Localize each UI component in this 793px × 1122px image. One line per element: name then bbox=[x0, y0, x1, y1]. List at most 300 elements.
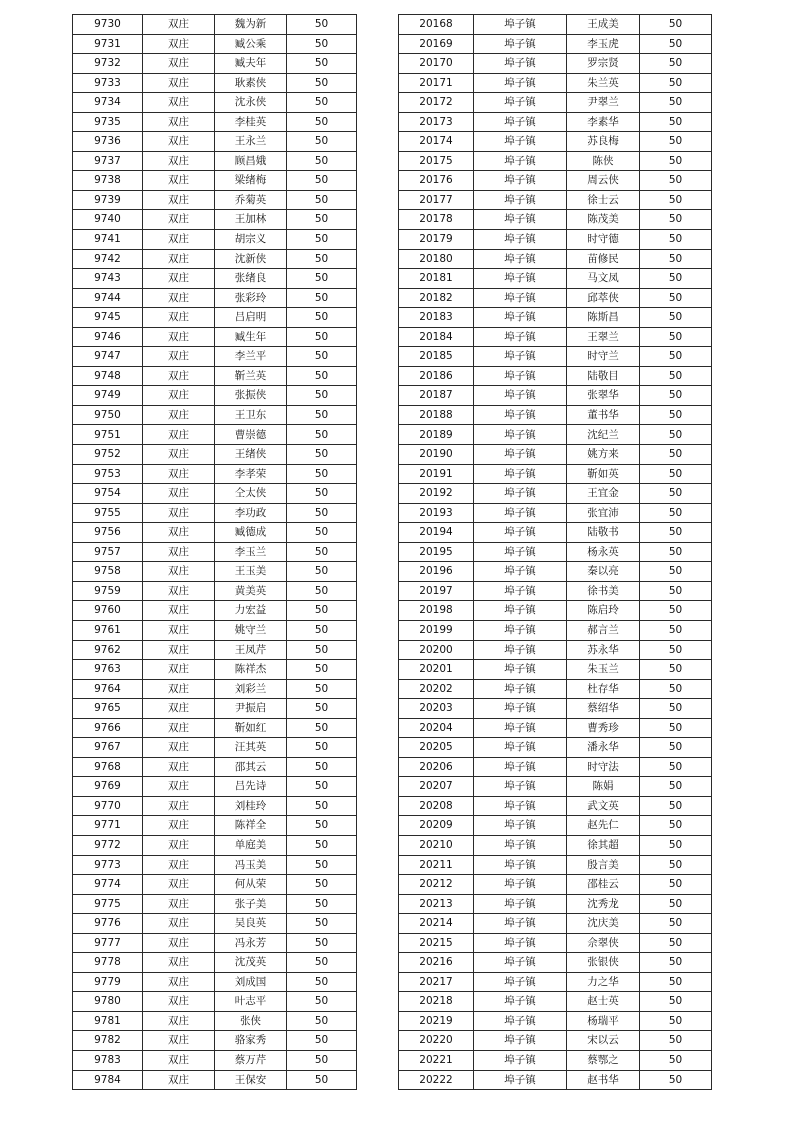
name-cell: 蔡绍华 bbox=[567, 699, 640, 719]
serial-number-cell: 20172 bbox=[399, 93, 474, 113]
amount-cell: 50 bbox=[287, 210, 357, 230]
serial-number-cell: 20174 bbox=[399, 132, 474, 152]
town-cell: 双庄 bbox=[143, 699, 215, 719]
amount-cell: 50 bbox=[640, 132, 712, 152]
name-cell: 沈秀龙 bbox=[567, 894, 640, 914]
serial-number-cell: 9749 bbox=[73, 386, 143, 406]
table-row bbox=[73, 445, 357, 465]
town-cell: 埠子镇 bbox=[474, 542, 567, 562]
name-cell: 李孝荣 bbox=[215, 464, 287, 484]
amount-cell: 50 bbox=[640, 894, 712, 914]
serial-number-cell: 9739 bbox=[73, 190, 143, 210]
name-cell: 徐士云 bbox=[567, 190, 640, 210]
name-cell: 靳如英 bbox=[567, 464, 640, 484]
name-cell: 吴良英 bbox=[215, 914, 287, 934]
serial-number-cell: 20182 bbox=[399, 288, 474, 308]
serial-number-cell: 20194 bbox=[399, 523, 474, 543]
table-row bbox=[399, 484, 712, 504]
table-row bbox=[73, 523, 357, 543]
table-row bbox=[73, 992, 357, 1012]
name-cell: 周云侠 bbox=[567, 171, 640, 191]
serial-number-cell: 20215 bbox=[399, 933, 474, 953]
serial-number-cell: 9767 bbox=[73, 738, 143, 758]
town-cell: 埠子镇 bbox=[474, 93, 567, 113]
name-cell: 单庭美 bbox=[215, 835, 287, 855]
amount-cell: 50 bbox=[287, 1050, 357, 1070]
serial-number-cell: 9744 bbox=[73, 288, 143, 308]
name-cell: 朱兰英 bbox=[567, 73, 640, 93]
town-cell: 双庄 bbox=[143, 503, 215, 523]
amount-cell: 50 bbox=[287, 425, 357, 445]
town-cell: 双庄 bbox=[143, 34, 215, 54]
amount-cell: 50 bbox=[640, 855, 712, 875]
amount-cell: 50 bbox=[287, 34, 357, 54]
amount-cell: 50 bbox=[287, 738, 357, 758]
table-row bbox=[399, 405, 712, 425]
serial-number-cell: 9733 bbox=[73, 73, 143, 93]
table-row bbox=[73, 34, 357, 54]
amount-cell: 50 bbox=[287, 93, 357, 113]
table-row bbox=[399, 738, 712, 758]
town-cell: 埠子镇 bbox=[474, 816, 567, 836]
table-row bbox=[399, 464, 712, 484]
serial-number-cell: 20216 bbox=[399, 953, 474, 973]
serial-number-cell: 9738 bbox=[73, 171, 143, 191]
serial-number-cell: 9740 bbox=[73, 210, 143, 230]
name-cell: 张银侠 bbox=[567, 953, 640, 973]
serial-number-cell: 20178 bbox=[399, 210, 474, 230]
amount-cell: 50 bbox=[287, 1011, 357, 1031]
name-cell: 李玉虎 bbox=[567, 34, 640, 54]
town-cell: 双庄 bbox=[143, 1050, 215, 1070]
name-cell: 赵先仁 bbox=[567, 816, 640, 836]
serial-number-cell: 9745 bbox=[73, 308, 143, 328]
amount-cell: 50 bbox=[287, 112, 357, 132]
town-cell: 埠子镇 bbox=[474, 484, 567, 504]
serial-number-cell: 20184 bbox=[399, 327, 474, 347]
table-row bbox=[399, 601, 712, 621]
amount-cell: 50 bbox=[287, 288, 357, 308]
name-cell: 秦以亮 bbox=[567, 562, 640, 582]
name-cell: 梁绪梅 bbox=[215, 171, 287, 191]
amount-cell: 50 bbox=[640, 190, 712, 210]
serial-number-cell: 20202 bbox=[399, 679, 474, 699]
town-cell: 埠子镇 bbox=[474, 972, 567, 992]
table-row bbox=[399, 1011, 712, 1031]
table-row bbox=[73, 503, 357, 523]
amount-cell: 50 bbox=[287, 484, 357, 504]
table-row bbox=[73, 112, 357, 132]
name-cell: 汪其英 bbox=[215, 738, 287, 758]
amount-cell: 50 bbox=[640, 425, 712, 445]
town-cell: 埠子镇 bbox=[474, 738, 567, 758]
table-row bbox=[73, 933, 357, 953]
amount-cell: 50 bbox=[287, 640, 357, 660]
table-row bbox=[73, 151, 357, 171]
amount-cell: 50 bbox=[640, 464, 712, 484]
serial-number-cell: 9731 bbox=[73, 34, 143, 54]
table-row bbox=[73, 718, 357, 738]
amount-cell: 50 bbox=[287, 269, 357, 289]
serial-number-cell: 20186 bbox=[399, 366, 474, 386]
table-row bbox=[399, 523, 712, 543]
town-cell: 双庄 bbox=[143, 1070, 215, 1090]
name-cell: 王绪侠 bbox=[215, 445, 287, 465]
serial-number-cell: 20181 bbox=[399, 269, 474, 289]
amount-cell: 50 bbox=[640, 738, 712, 758]
serial-number-cell: 9774 bbox=[73, 875, 143, 895]
amount-cell: 50 bbox=[640, 953, 712, 973]
town-cell: 双庄 bbox=[143, 484, 215, 504]
table-row bbox=[73, 972, 357, 992]
serial-number-cell: 9763 bbox=[73, 660, 143, 680]
table-row bbox=[73, 288, 357, 308]
name-cell: 陈祥杰 bbox=[215, 660, 287, 680]
town-cell: 双庄 bbox=[143, 796, 215, 816]
serial-number-cell: 9768 bbox=[73, 757, 143, 777]
amount-cell: 50 bbox=[640, 933, 712, 953]
name-cell: 李功政 bbox=[215, 503, 287, 523]
table-row bbox=[399, 308, 712, 328]
serial-number-cell: 9743 bbox=[73, 269, 143, 289]
amount-cell: 50 bbox=[640, 816, 712, 836]
table-row bbox=[399, 894, 712, 914]
table-row bbox=[73, 73, 357, 93]
name-cell: 殷言美 bbox=[567, 855, 640, 875]
name-cell: 靳如红 bbox=[215, 718, 287, 738]
town-cell: 双庄 bbox=[143, 425, 215, 445]
amount-cell: 50 bbox=[287, 347, 357, 367]
serial-number-cell: 20205 bbox=[399, 738, 474, 758]
name-cell: 王成美 bbox=[567, 15, 640, 35]
town-cell: 双庄 bbox=[143, 210, 215, 230]
serial-number-cell: 9761 bbox=[73, 620, 143, 640]
town-cell: 双庄 bbox=[143, 405, 215, 425]
town-cell: 埠子镇 bbox=[474, 288, 567, 308]
serial-number-cell: 9730 bbox=[73, 15, 143, 35]
table-row bbox=[399, 992, 712, 1012]
name-cell: 邵其云 bbox=[215, 757, 287, 777]
table-row bbox=[399, 151, 712, 171]
name-cell: 叶志平 bbox=[215, 992, 287, 1012]
name-cell: 曹秀珍 bbox=[567, 718, 640, 738]
town-cell: 双庄 bbox=[143, 601, 215, 621]
table-row bbox=[399, 757, 712, 777]
serial-number-cell: 20168 bbox=[399, 15, 474, 35]
serial-number-cell: 20170 bbox=[399, 54, 474, 74]
amount-cell: 50 bbox=[287, 523, 357, 543]
town-cell: 埠子镇 bbox=[474, 112, 567, 132]
town-cell: 埠子镇 bbox=[474, 855, 567, 875]
amount-cell: 50 bbox=[640, 1050, 712, 1070]
amount-cell: 50 bbox=[640, 796, 712, 816]
table-row bbox=[399, 660, 712, 680]
name-cell: 陈祥全 bbox=[215, 816, 287, 836]
amount-cell: 50 bbox=[287, 562, 357, 582]
name-cell: 耿素侠 bbox=[215, 73, 287, 93]
table-row bbox=[73, 210, 357, 230]
amount-cell: 50 bbox=[287, 875, 357, 895]
table-row bbox=[399, 327, 712, 347]
town-cell: 埠子镇 bbox=[474, 718, 567, 738]
serial-number-cell: 9783 bbox=[73, 1050, 143, 1070]
amount-cell: 50 bbox=[640, 640, 712, 660]
town-cell: 双庄 bbox=[143, 151, 215, 171]
name-cell: 臧生年 bbox=[215, 327, 287, 347]
table-row bbox=[399, 269, 712, 289]
serial-number-cell: 9746 bbox=[73, 327, 143, 347]
serial-number-cell: 9759 bbox=[73, 581, 143, 601]
serial-number-cell: 20171 bbox=[399, 73, 474, 93]
name-cell: 王宜金 bbox=[567, 484, 640, 504]
town-cell: 埠子镇 bbox=[474, 15, 567, 35]
table-row bbox=[399, 835, 712, 855]
table-row bbox=[73, 249, 357, 269]
name-cell: 王保安 bbox=[215, 1070, 287, 1090]
amount-cell: 50 bbox=[640, 699, 712, 719]
name-cell: 冯永芳 bbox=[215, 933, 287, 953]
table-row bbox=[73, 816, 357, 836]
serial-number-cell: 20188 bbox=[399, 405, 474, 425]
amount-cell: 50 bbox=[287, 620, 357, 640]
serial-number-cell: 9732 bbox=[73, 54, 143, 74]
amount-cell: 50 bbox=[287, 405, 357, 425]
table-row bbox=[399, 503, 712, 523]
amount-cell: 50 bbox=[640, 1031, 712, 1051]
serial-number-cell: 20185 bbox=[399, 347, 474, 367]
amount-cell: 50 bbox=[640, 112, 712, 132]
amount-cell: 50 bbox=[640, 835, 712, 855]
amount-cell: 50 bbox=[640, 386, 712, 406]
town-cell: 双庄 bbox=[143, 581, 215, 601]
serial-number-cell: 9778 bbox=[73, 953, 143, 973]
serial-number-cell: 9764 bbox=[73, 679, 143, 699]
amount-cell: 50 bbox=[287, 601, 357, 621]
table-row bbox=[73, 699, 357, 719]
table-row bbox=[73, 738, 357, 758]
serial-number-cell: 20180 bbox=[399, 249, 474, 269]
name-cell: 张侠 bbox=[215, 1011, 287, 1031]
amount-cell: 50 bbox=[640, 366, 712, 386]
serial-number-cell: 20193 bbox=[399, 503, 474, 523]
amount-cell: 50 bbox=[640, 718, 712, 738]
name-cell: 张宜沛 bbox=[567, 503, 640, 523]
name-cell: 赵士英 bbox=[567, 992, 640, 1012]
table-row bbox=[399, 933, 712, 953]
serial-number-cell: 9752 bbox=[73, 445, 143, 465]
town-cell: 埠子镇 bbox=[474, 171, 567, 191]
name-cell: 苏永华 bbox=[567, 640, 640, 660]
serial-number-cell: 20169 bbox=[399, 34, 474, 54]
table-row bbox=[73, 190, 357, 210]
serial-number-cell: 9782 bbox=[73, 1031, 143, 1051]
table-row bbox=[399, 796, 712, 816]
serial-number-cell: 9779 bbox=[73, 972, 143, 992]
name-cell: 李素华 bbox=[567, 112, 640, 132]
amount-cell: 50 bbox=[640, 405, 712, 425]
name-cell: 刘彩兰 bbox=[215, 679, 287, 699]
serial-number-cell: 20173 bbox=[399, 112, 474, 132]
amount-cell: 50 bbox=[287, 718, 357, 738]
name-cell: 邵桂云 bbox=[567, 875, 640, 895]
town-cell: 双庄 bbox=[143, 15, 215, 35]
amount-cell: 50 bbox=[287, 15, 357, 35]
table-row bbox=[399, 15, 712, 35]
amount-cell: 50 bbox=[287, 835, 357, 855]
amount-cell: 50 bbox=[640, 34, 712, 54]
serial-number-cell: 20208 bbox=[399, 796, 474, 816]
amount-cell: 50 bbox=[640, 151, 712, 171]
table-row bbox=[73, 1011, 357, 1031]
name-cell: 王凤芹 bbox=[215, 640, 287, 660]
table-row bbox=[399, 816, 712, 836]
serial-number-cell: 20177 bbox=[399, 190, 474, 210]
serial-number-cell: 9772 bbox=[73, 835, 143, 855]
serial-number-cell: 20222 bbox=[399, 1070, 474, 1090]
town-cell: 埠子镇 bbox=[474, 620, 567, 640]
name-cell: 张彩玲 bbox=[215, 288, 287, 308]
serial-number-cell: 20189 bbox=[399, 425, 474, 445]
amount-cell: 50 bbox=[640, 484, 712, 504]
table-row bbox=[73, 230, 357, 250]
table-row bbox=[73, 620, 357, 640]
amount-cell: 50 bbox=[640, 308, 712, 328]
name-cell: 王永兰 bbox=[215, 132, 287, 152]
table-row bbox=[73, 93, 357, 113]
town-cell: 埠子镇 bbox=[474, 796, 567, 816]
table-row bbox=[73, 562, 357, 582]
amount-cell: 50 bbox=[640, 288, 712, 308]
town-cell: 埠子镇 bbox=[474, 445, 567, 465]
table-row bbox=[399, 1070, 712, 1090]
table-row bbox=[399, 1031, 712, 1051]
amount-cell: 50 bbox=[640, 1011, 712, 1031]
town-cell: 双庄 bbox=[143, 542, 215, 562]
table-row bbox=[399, 914, 712, 934]
amount-cell: 50 bbox=[640, 992, 712, 1012]
amount-cell: 50 bbox=[640, 660, 712, 680]
amount-cell: 50 bbox=[287, 366, 357, 386]
name-cell: 陆敬书 bbox=[567, 523, 640, 543]
amount-cell: 50 bbox=[640, 93, 712, 113]
table-row bbox=[399, 699, 712, 719]
table-row bbox=[73, 425, 357, 445]
table-row bbox=[399, 640, 712, 660]
table-row bbox=[399, 445, 712, 465]
table-row bbox=[73, 464, 357, 484]
table-row bbox=[73, 640, 357, 660]
amount-cell: 50 bbox=[287, 855, 357, 875]
table-row bbox=[73, 15, 357, 35]
serial-number-cell: 9742 bbox=[73, 249, 143, 269]
table-row bbox=[73, 484, 357, 504]
town-cell: 双庄 bbox=[143, 54, 215, 74]
table-row bbox=[73, 601, 357, 621]
amount-cell: 50 bbox=[640, 73, 712, 93]
name-cell: 仝太侠 bbox=[215, 484, 287, 504]
table-row bbox=[73, 581, 357, 601]
serial-number-cell: 9780 bbox=[73, 992, 143, 1012]
amount-cell: 50 bbox=[287, 953, 357, 973]
amount-cell: 50 bbox=[287, 230, 357, 250]
name-cell: 李兰平 bbox=[215, 347, 287, 367]
table-row bbox=[399, 288, 712, 308]
town-cell: 双庄 bbox=[143, 620, 215, 640]
name-cell: 姚方来 bbox=[567, 445, 640, 465]
name-cell: 蔡万芹 bbox=[215, 1050, 287, 1070]
name-cell: 时守法 bbox=[567, 757, 640, 777]
name-cell: 骆家秀 bbox=[215, 1031, 287, 1051]
name-cell: 陈茂美 bbox=[567, 210, 640, 230]
table-row bbox=[399, 953, 712, 973]
name-cell: 董书华 bbox=[567, 405, 640, 425]
serial-number-cell: 20190 bbox=[399, 445, 474, 465]
table-row bbox=[73, 660, 357, 680]
name-cell: 臧公乘 bbox=[215, 34, 287, 54]
serial-number-cell: 9776 bbox=[73, 914, 143, 934]
table-row bbox=[399, 366, 712, 386]
town-cell: 双庄 bbox=[143, 640, 215, 660]
name-cell: 魏为新 bbox=[215, 15, 287, 35]
table-row bbox=[399, 777, 712, 797]
amount-cell: 50 bbox=[287, 972, 357, 992]
amount-cell: 50 bbox=[287, 54, 357, 74]
serial-number-cell: 9736 bbox=[73, 132, 143, 152]
serial-number-cell: 9771 bbox=[73, 816, 143, 836]
name-cell: 陈娟 bbox=[567, 777, 640, 797]
name-cell: 冯玉美 bbox=[215, 855, 287, 875]
table-row bbox=[399, 249, 712, 269]
town-cell: 埠子镇 bbox=[474, 230, 567, 250]
name-cell: 尹振启 bbox=[215, 699, 287, 719]
serial-number-cell: 9756 bbox=[73, 523, 143, 543]
town-cell: 埠子镇 bbox=[474, 933, 567, 953]
name-cell: 刘成国 bbox=[215, 972, 287, 992]
table-row bbox=[399, 679, 712, 699]
town-cell: 埠子镇 bbox=[474, 914, 567, 934]
town-cell: 埠子镇 bbox=[474, 1011, 567, 1031]
serial-number-cell: 20211 bbox=[399, 855, 474, 875]
town-cell: 双庄 bbox=[143, 171, 215, 191]
town-cell: 埠子镇 bbox=[474, 249, 567, 269]
town-cell: 埠子镇 bbox=[474, 992, 567, 1012]
town-cell: 埠子镇 bbox=[474, 327, 567, 347]
town-cell: 双庄 bbox=[143, 112, 215, 132]
amount-cell: 50 bbox=[287, 894, 357, 914]
name-cell: 刘桂玲 bbox=[215, 796, 287, 816]
serial-number-cell: 9770 bbox=[73, 796, 143, 816]
serial-number-cell: 20196 bbox=[399, 562, 474, 582]
table-row bbox=[399, 210, 712, 230]
name-cell: 杜存华 bbox=[567, 679, 640, 699]
table-row bbox=[73, 132, 357, 152]
name-cell: 臧德成 bbox=[215, 523, 287, 543]
town-cell: 双庄 bbox=[143, 757, 215, 777]
serial-number-cell: 20175 bbox=[399, 151, 474, 171]
town-cell: 埠子镇 bbox=[474, 1031, 567, 1051]
amount-cell: 50 bbox=[287, 757, 357, 777]
serial-number-cell: 20187 bbox=[399, 386, 474, 406]
amount-cell: 50 bbox=[287, 933, 357, 953]
town-cell: 双庄 bbox=[143, 660, 215, 680]
name-cell: 潘永华 bbox=[567, 738, 640, 758]
table-row bbox=[399, 190, 712, 210]
serial-number-cell: 20179 bbox=[399, 230, 474, 250]
amount-cell: 50 bbox=[640, 542, 712, 562]
name-cell: 王玉美 bbox=[215, 562, 287, 582]
amount-cell: 50 bbox=[287, 581, 357, 601]
serial-number-cell: 9781 bbox=[73, 1011, 143, 1031]
